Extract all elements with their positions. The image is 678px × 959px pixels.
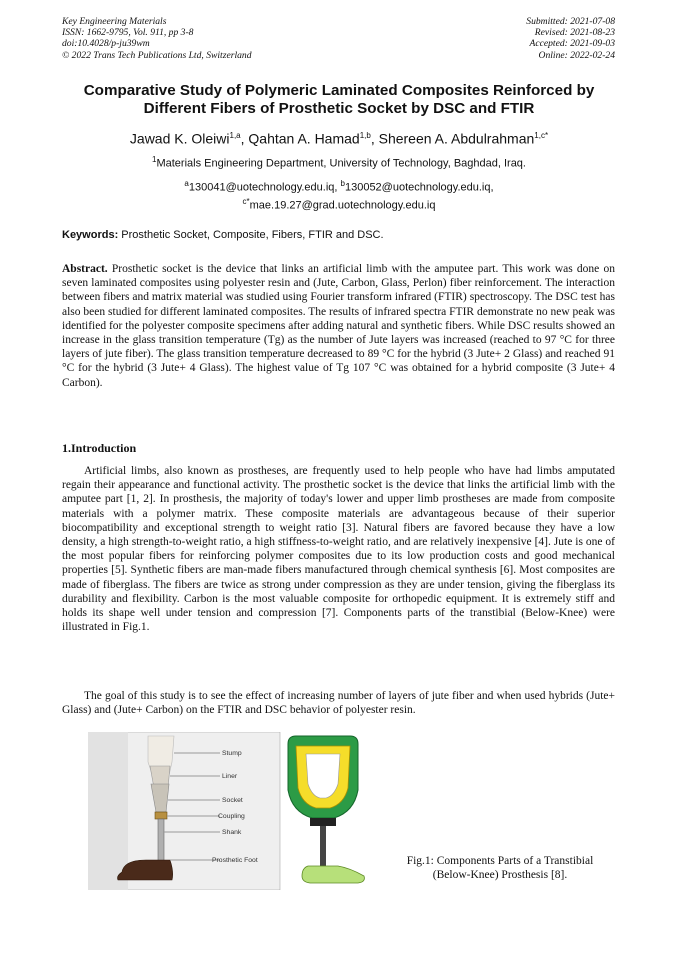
title-line-1: Comparative Study of Polymeric Laminated Composites Reinforced by [83, 82, 595, 99]
accepted-date: Accepted: 2021-09-03 [529, 38, 615, 50]
author-emails [60, 177, 618, 212]
figure-1 [88, 732, 370, 890]
author-separator: , [370, 130, 379, 147]
schematic-diagram [288, 736, 364, 883]
label-socket: Socket [222, 797, 243, 804]
title-line-2: Different Fibers of Prosthetic Socket by DSC and FTIR [143, 100, 535, 117]
online-date: Online: 2022-02-24 [538, 49, 615, 61]
email-sup: b [340, 179, 345, 188]
caption-line-2: (Below-Knee) Prosthesis [8]. [432, 869, 568, 881]
journal-name: Key Engineering Materials [62, 16, 167, 27]
emails-line-1 [60, 177, 618, 195]
diagram-stump [306, 754, 340, 798]
affiliation-text: Materials Engineering Department, University of Technology, Baghdad, Iraq. [156, 157, 526, 170]
intro-paragraph-1: Artificial limbs, also known as prostheses, are frequently used to help people who have had limbs amputated regain their appearance and functional activity. The prosthetic socket is the device that links the artificial limb with the amputee part [1, 2]. In prosthesis, the majority of today's lower and upper limb prostheses are made from composite materials with a polymer matrix. These composite materials are advantageous because of their superior biocompatibility and exceptional strength to weight ratio [3]. Natural fibers are favored because they have a low density, a high strength-to-weight ratio, a high stiffness-to-weight ratio, and are relatively inexpensive [4]. Jute is one of the most popular fibers for reinforcing polymer composites due to its low production costs and good mechanical properties [5]. Synthetic fibers are man-made fibers manufactured through chemical synthesis [6]. Most composites are made of fiberglass. The fibers are twice as strong under compression as they are under tension, giving the fiberglass its durability and flexibility. Carbon is the most valuable composite for orthopedic equipment. It is extremely stiff and holds its shape well under tension and compression [7]. Components parts of the transtibial (Below-Knee) were illustrated in Fig.1. [62, 465, 615, 634]
label-shank: Shank [222, 829, 242, 836]
revised-date: Revised: 2021-08-23 [534, 27, 615, 39]
abstract [62, 262, 615, 390]
keywords-label: Keywords: [62, 229, 119, 241]
author-list [40, 127, 638, 148]
label-prosthetic-foot: Prosthetic Foot [212, 857, 258, 864]
copyright: © 2022 Trans Tech Publications Ltd, Switzerland [62, 49, 252, 61]
email-sup: c* [242, 196, 250, 206]
keywords-text: Prosthetic Socket, Composite, Fibers, FTIR and DSC. [118, 229, 384, 241]
doi: doi:10.4028/p-ju39wm [62, 38, 150, 50]
dates-header [526, 16, 615, 61]
diagram-foot [302, 866, 364, 883]
paper-title [40, 82, 638, 118]
author-separator: , [240, 130, 249, 147]
prosthesis-illustration [88, 732, 370, 890]
email-sup: a [184, 179, 189, 188]
author-sup: 1,c* [534, 131, 549, 140]
shank-shape [158, 819, 164, 861]
emails-line-2 [60, 195, 618, 213]
affiliation [40, 153, 638, 171]
email-c[interactable]: mae.19.27@grad.uotechnology.edu.iq [249, 199, 436, 212]
author-sup: 1,b [359, 131, 371, 140]
coupling-shape [155, 812, 167, 819]
abstract-label: Abstract. [62, 263, 108, 275]
caption-line-1: Fig.1: Components Parts of a Transtibial [406, 855, 594, 867]
intro-paragraph-2: The goal of this study is to see the effect of increasing number of layers of jute fiber and when used hybrids (Jute+ Glass) and (Jute+ Carbon) on the FTIR and DSC behavior of polyester resin. [62, 690, 615, 717]
email-a[interactable]: 130041@uotechnology.edu.iq, [188, 181, 341, 194]
figure-caption [380, 854, 620, 882]
author-name: Qahtan A. Hamad [248, 130, 360, 147]
keywords [62, 228, 615, 242]
issn: ISSN: 1662-9795, Vol. 911, pp 3-8 [62, 27, 194, 39]
author-name: Jawad K. Oleiwi [129, 130, 230, 147]
abstract-text: Prosthetic socket is the device that links an artificial limb with the amputee part. This work was done on seven laminated composites using polyester resin and (Jute, Carbon, Glass, Perlon) fiber reinforcement. The interaction between fibers and matrix material was studied using Fourier transform infrared (FTIR) spectroscopy. The DSC test has also been studied for different laminated composites. The results of infrared spectra FTIR demonstrate no new peak was identified for the polyester composite specimens after adding natural and synthetic fibers. While DSC results showed an increase in the glass transition temperature (Tg) as the number of Jute layers was increased (reached to 97 °C for three layers of jute fiber). The glass transition temperature decreased to 89 °C for the hybrid (3 Jute+ 2 Glass) and reached 91 °C for the hybrid (3 Jute+ 4 Glass). The highest value of Tg 107 °C was obtained for a hybrid composite (3 Jute+ 4 Carbon). [62, 263, 615, 389]
submitted-date: Submitted: 2021-07-08 [526, 16, 615, 27]
label-liner: Liner [222, 773, 238, 780]
email-b[interactable]: 130052@uotechnology.edu.iq, [344, 181, 494, 194]
label-stump: Stump [222, 750, 242, 757]
journal-header [62, 16, 252, 61]
diagram-coupling [310, 818, 336, 826]
affiliation-sup: 1 [152, 155, 157, 164]
label-coupling: Coupling [218, 813, 245, 820]
section-heading: 1.Introduction [62, 441, 137, 455]
photo-wall-shade [88, 732, 128, 890]
author-name: Shereen A. Abdulrahman [378, 130, 535, 147]
diagram-shank [320, 826, 326, 866]
author-sup: 1,a [229, 131, 241, 140]
